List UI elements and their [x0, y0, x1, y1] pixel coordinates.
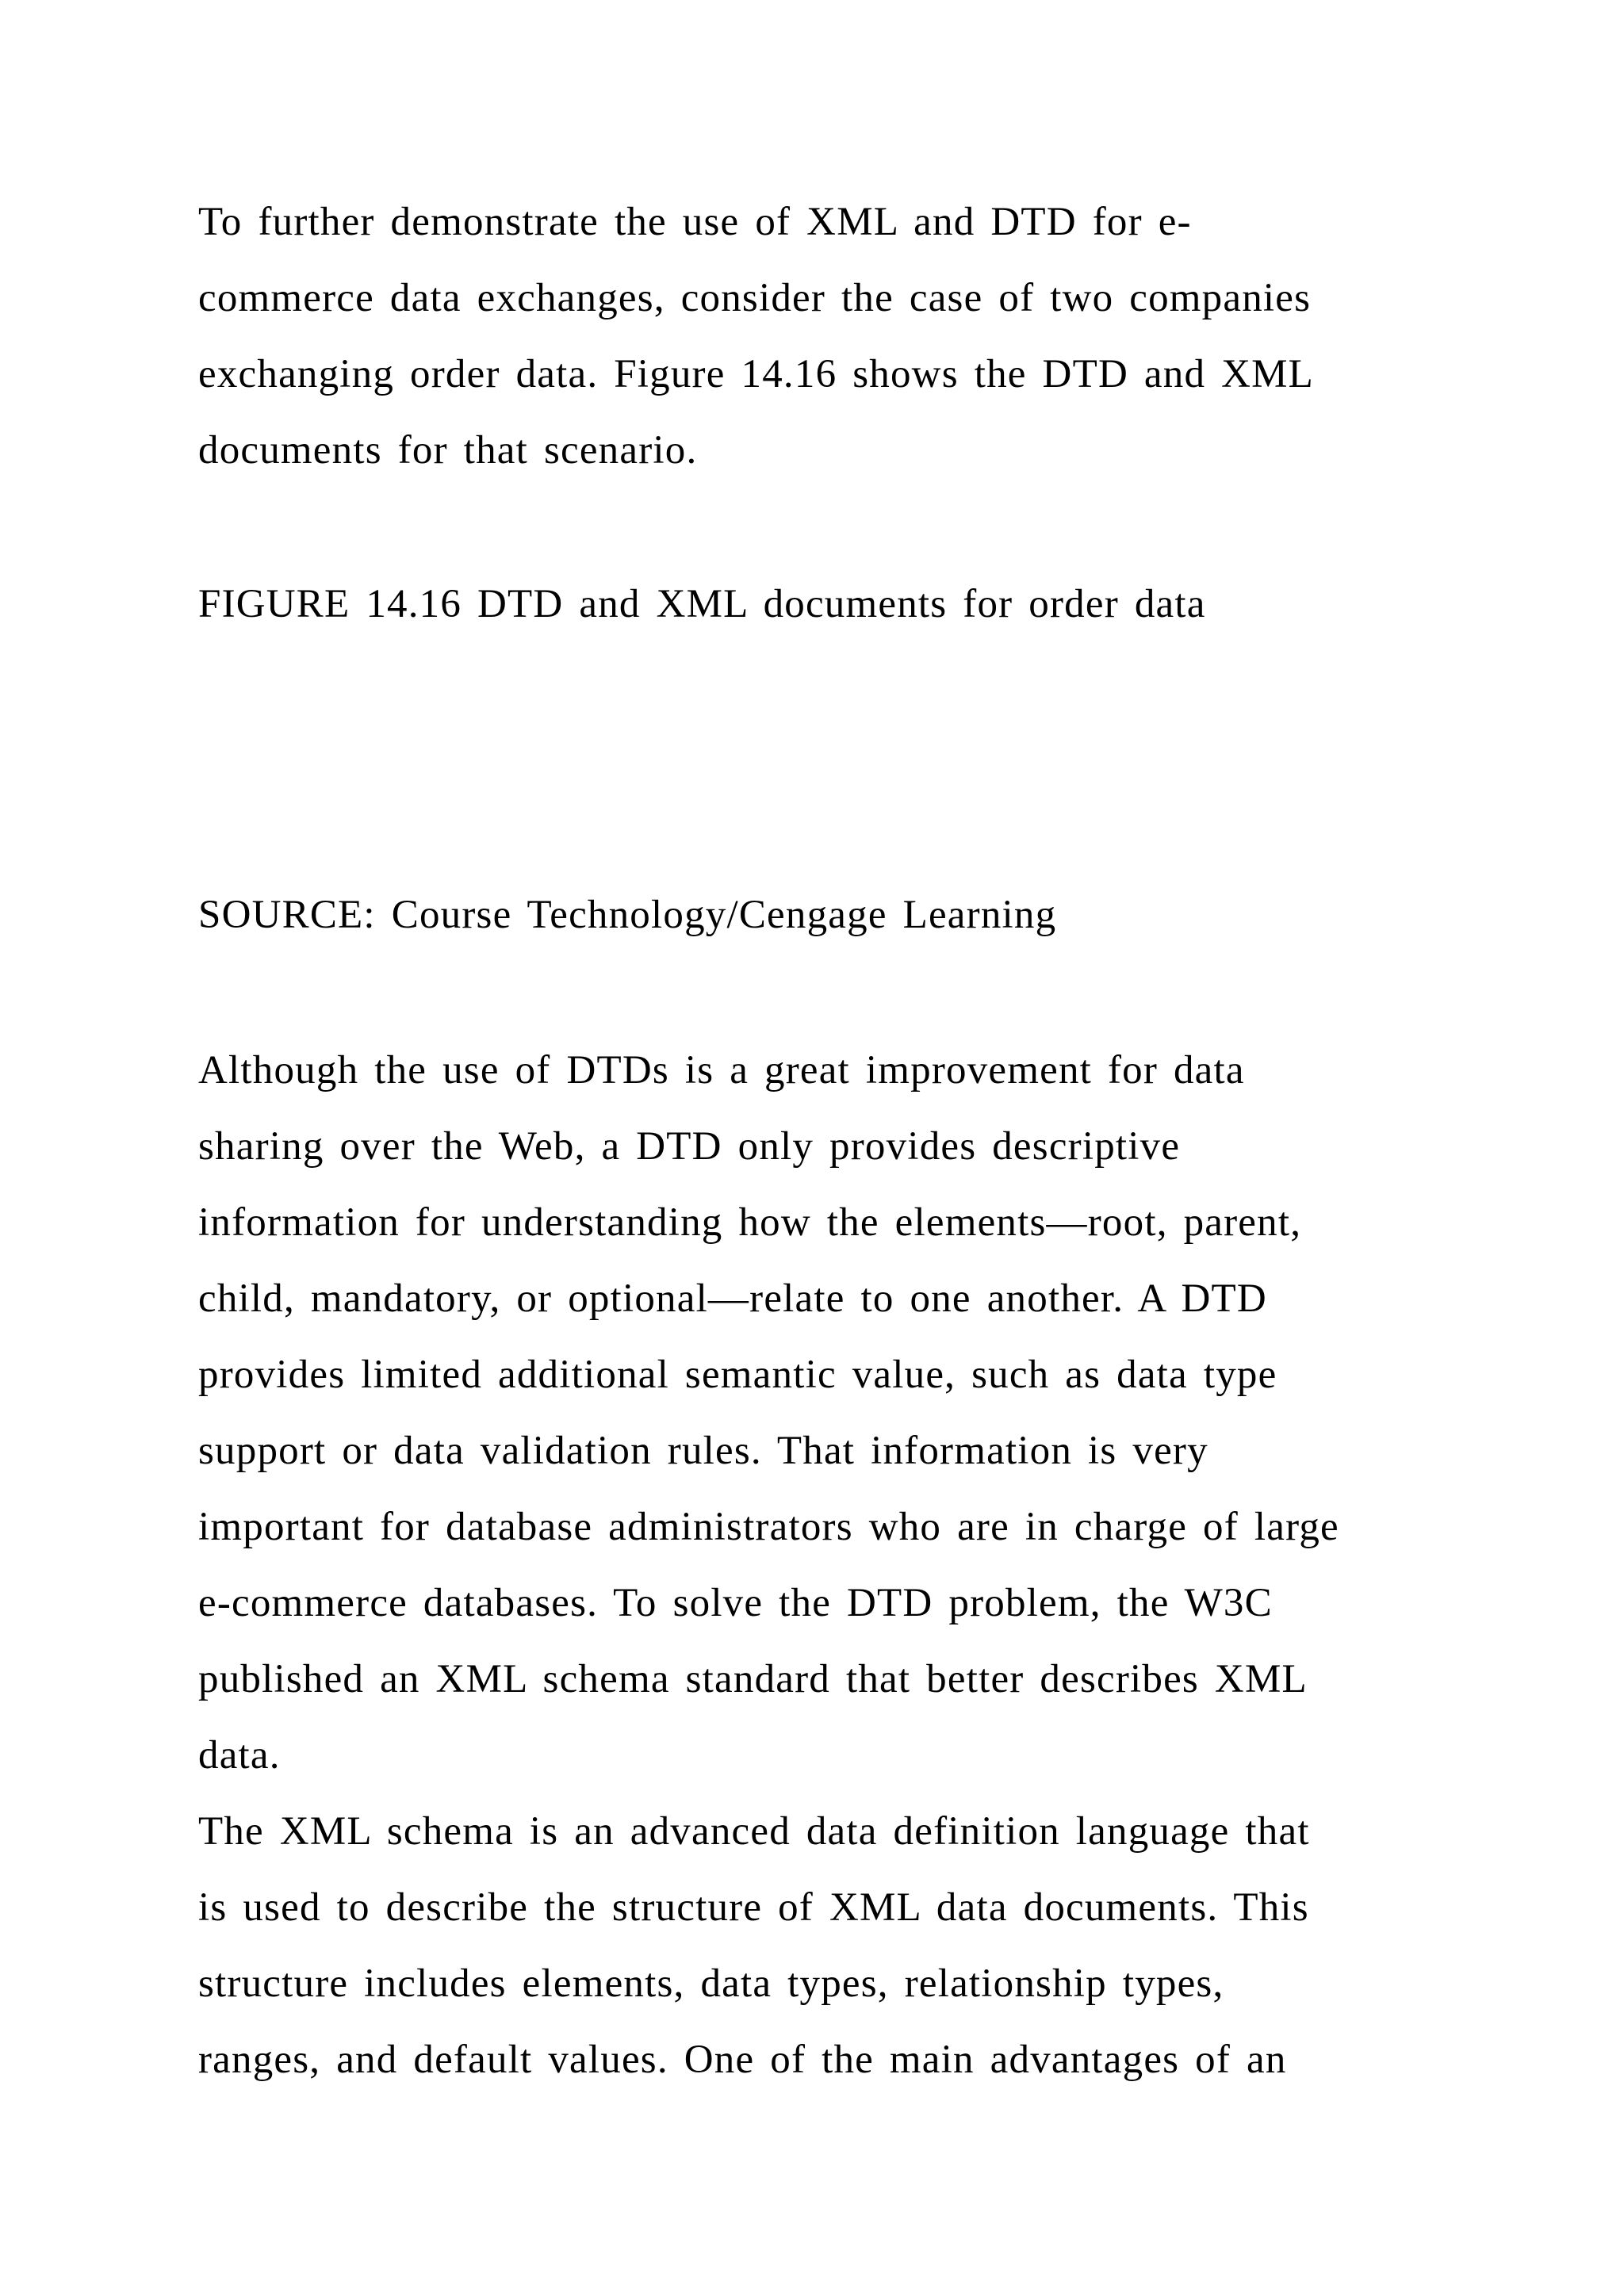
- text-line: data.: [198, 1733, 281, 1777]
- text-line: ranges, and default values. One of the main advantages of an: [198, 2038, 1287, 2082]
- figure-caption: FIGURE 14.16 DTD and XML documents for order data: [198, 582, 1206, 626]
- text-line: is used to describe the structure of XML data documents. This: [198, 1885, 1309, 1930]
- text-line: exchanging order data. Figure 14.16 shows the DTD and XML: [198, 352, 1315, 396]
- text-line: provides limited additional semantic value, such as data type: [198, 1353, 1277, 1397]
- text-line: The XML schema is an advanced data definition language that: [198, 1809, 1310, 1854]
- text-line: Although the use of DTDs is a great improvement for data: [198, 1048, 1245, 1093]
- text-line: structure includes elements, data types, relationship types,: [198, 1961, 1224, 2006]
- text-line: information for understanding how the elements—root, parent,: [198, 1200, 1302, 1245]
- text-line: published an XML schema standard that better describes XML: [198, 1657, 1308, 1701]
- text-line: To further demonstrate the use of XML and DTD for e-: [198, 200, 1192, 244]
- text-line: commerce data exchanges, consider the case of two companies: [198, 276, 1312, 320]
- text-line: support or data validation rules. That information is very: [198, 1429, 1208, 1473]
- text-line: important for database administrators who are in charge of large: [198, 1505, 1339, 1549]
- figure-source: SOURCE: Course Technology/Cengage Learning: [198, 893, 1057, 937]
- text-line: sharing over the Web, a DTD only provides descriptive: [198, 1124, 1181, 1169]
- text-line: e-commerce databases. To solve the DTD problem, the W3C: [198, 1581, 1273, 1625]
- text-line: child, mandatory, or optional—relate to one another. A DTD: [198, 1276, 1267, 1321]
- text-line: documents for that scenario.: [198, 428, 698, 473]
